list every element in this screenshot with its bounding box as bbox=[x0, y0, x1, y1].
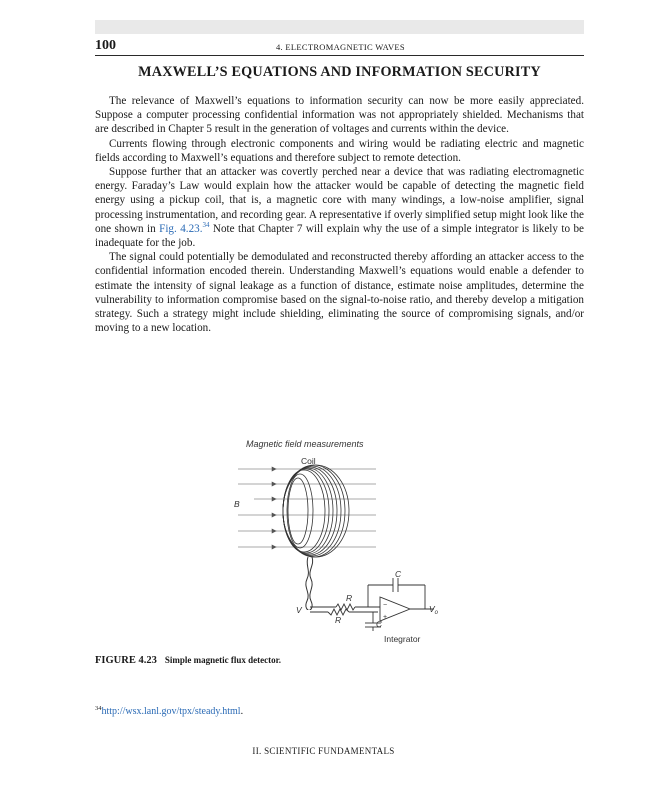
header-rule bbox=[95, 55, 584, 56]
coil-label: Coil bbox=[301, 456, 316, 466]
output-label: $V_o$ bbox=[429, 604, 439, 616]
resistor-label-bottom: R bbox=[335, 615, 342, 625]
figure-caption-text: Simple magnetic flux detector. bbox=[164, 655, 281, 665]
footnote-mark: 34 bbox=[95, 705, 102, 712]
capacitor-label-bottom: C bbox=[376, 619, 383, 629]
paragraph-1: The relevance of Maxwell’s equations to information security can now be more easily appreciated. Suppose a computer processing confidential information was not appropriately shielded. Mechanisms that are described in Chapter 5 result in the generation of voltages and currents within the device. bbox=[95, 95, 584, 136]
coil-lead bbox=[306, 557, 309, 610]
footnote-period: . bbox=[240, 706, 244, 717]
figure-link[interactable]: Fig. 4.23. bbox=[159, 222, 203, 235]
footnote-url[interactable]: http://wsx.lanl.gov/tpx/steady.html bbox=[101, 706, 241, 717]
paragraph-2: Currents flowing through electronic components and wiring would be radiating electric and magnetic fields according to Maxwell’s equations and therefore subject to remote detection. bbox=[95, 137, 584, 164]
coil bbox=[283, 465, 349, 557]
footnote-ref[interactable]: 34 bbox=[202, 220, 210, 229]
paragraph-3-text: Suppose further that an attacker was covertly perched near a device that was radiating electromagnetic energy. Faraday’s Law would explain how the attacker would be capable of detecting the magnetic field energy using a pickup coil, that is, a magnetic core with many windings, a low-noise amplifier, signal processing instrumentation, and recording gear. A representative if overly simplified setup might look like the one shown in bbox=[95, 166, 584, 235]
page-number: 100 bbox=[95, 38, 116, 53]
figure-diagram bbox=[228, 437, 448, 647]
integrator-label: Integrator bbox=[384, 634, 421, 644]
svg-text:+: + bbox=[383, 614, 388, 621]
magnetic-flux-detector-diagram bbox=[228, 437, 448, 647]
voltage-label: V bbox=[296, 605, 302, 615]
running-head: 4. ELECTROMAGNETIC WAVES bbox=[276, 42, 405, 52]
field-b-label: B bbox=[234, 499, 240, 509]
section-title: MAXWELL’S EQUATIONS AND INFORMATION SECURITY bbox=[138, 64, 541, 80]
svg-text:−: − bbox=[383, 602, 388, 609]
figure-title: Magnetic field measurements bbox=[246, 439, 364, 449]
circuit-wiring bbox=[310, 578, 434, 631]
paragraph-3-text-end: Note that Chapter 7 will explain why the use of a simple integrator is likely to be inadequate for the job. bbox=[95, 222, 584, 250]
figure-caption bbox=[95, 655, 281, 666]
footnote bbox=[95, 705, 243, 717]
page-footer: II. SCIENTIFIC FUNDAMENTALS bbox=[252, 746, 395, 756]
paragraph-4: The signal could potentially be demodulated and reconstructed thereby affording an attacker access to the confidential information encoded therein. Understanding Maxwell’s equations would enable a defender to estimate the intensity of signal leakage as a function of distance, estimate noise amplitudes, determine the vulnerability to information compromise based on the signal-to-noise ratio, and thereby develop a mitigation strategy. Such a strategy might include shielding, eliminating the source of compromising signals, and/or moving to a new location. bbox=[95, 251, 584, 335]
figure-caption-label: FIGURE 4.23 bbox=[95, 655, 157, 666]
body-text bbox=[95, 94, 584, 335]
paragraph-3 bbox=[95, 165, 584, 250]
capacitor-label-top: C bbox=[395, 569, 402, 579]
top-bar bbox=[95, 20, 584, 34]
resistor-label-top: R bbox=[346, 593, 353, 603]
